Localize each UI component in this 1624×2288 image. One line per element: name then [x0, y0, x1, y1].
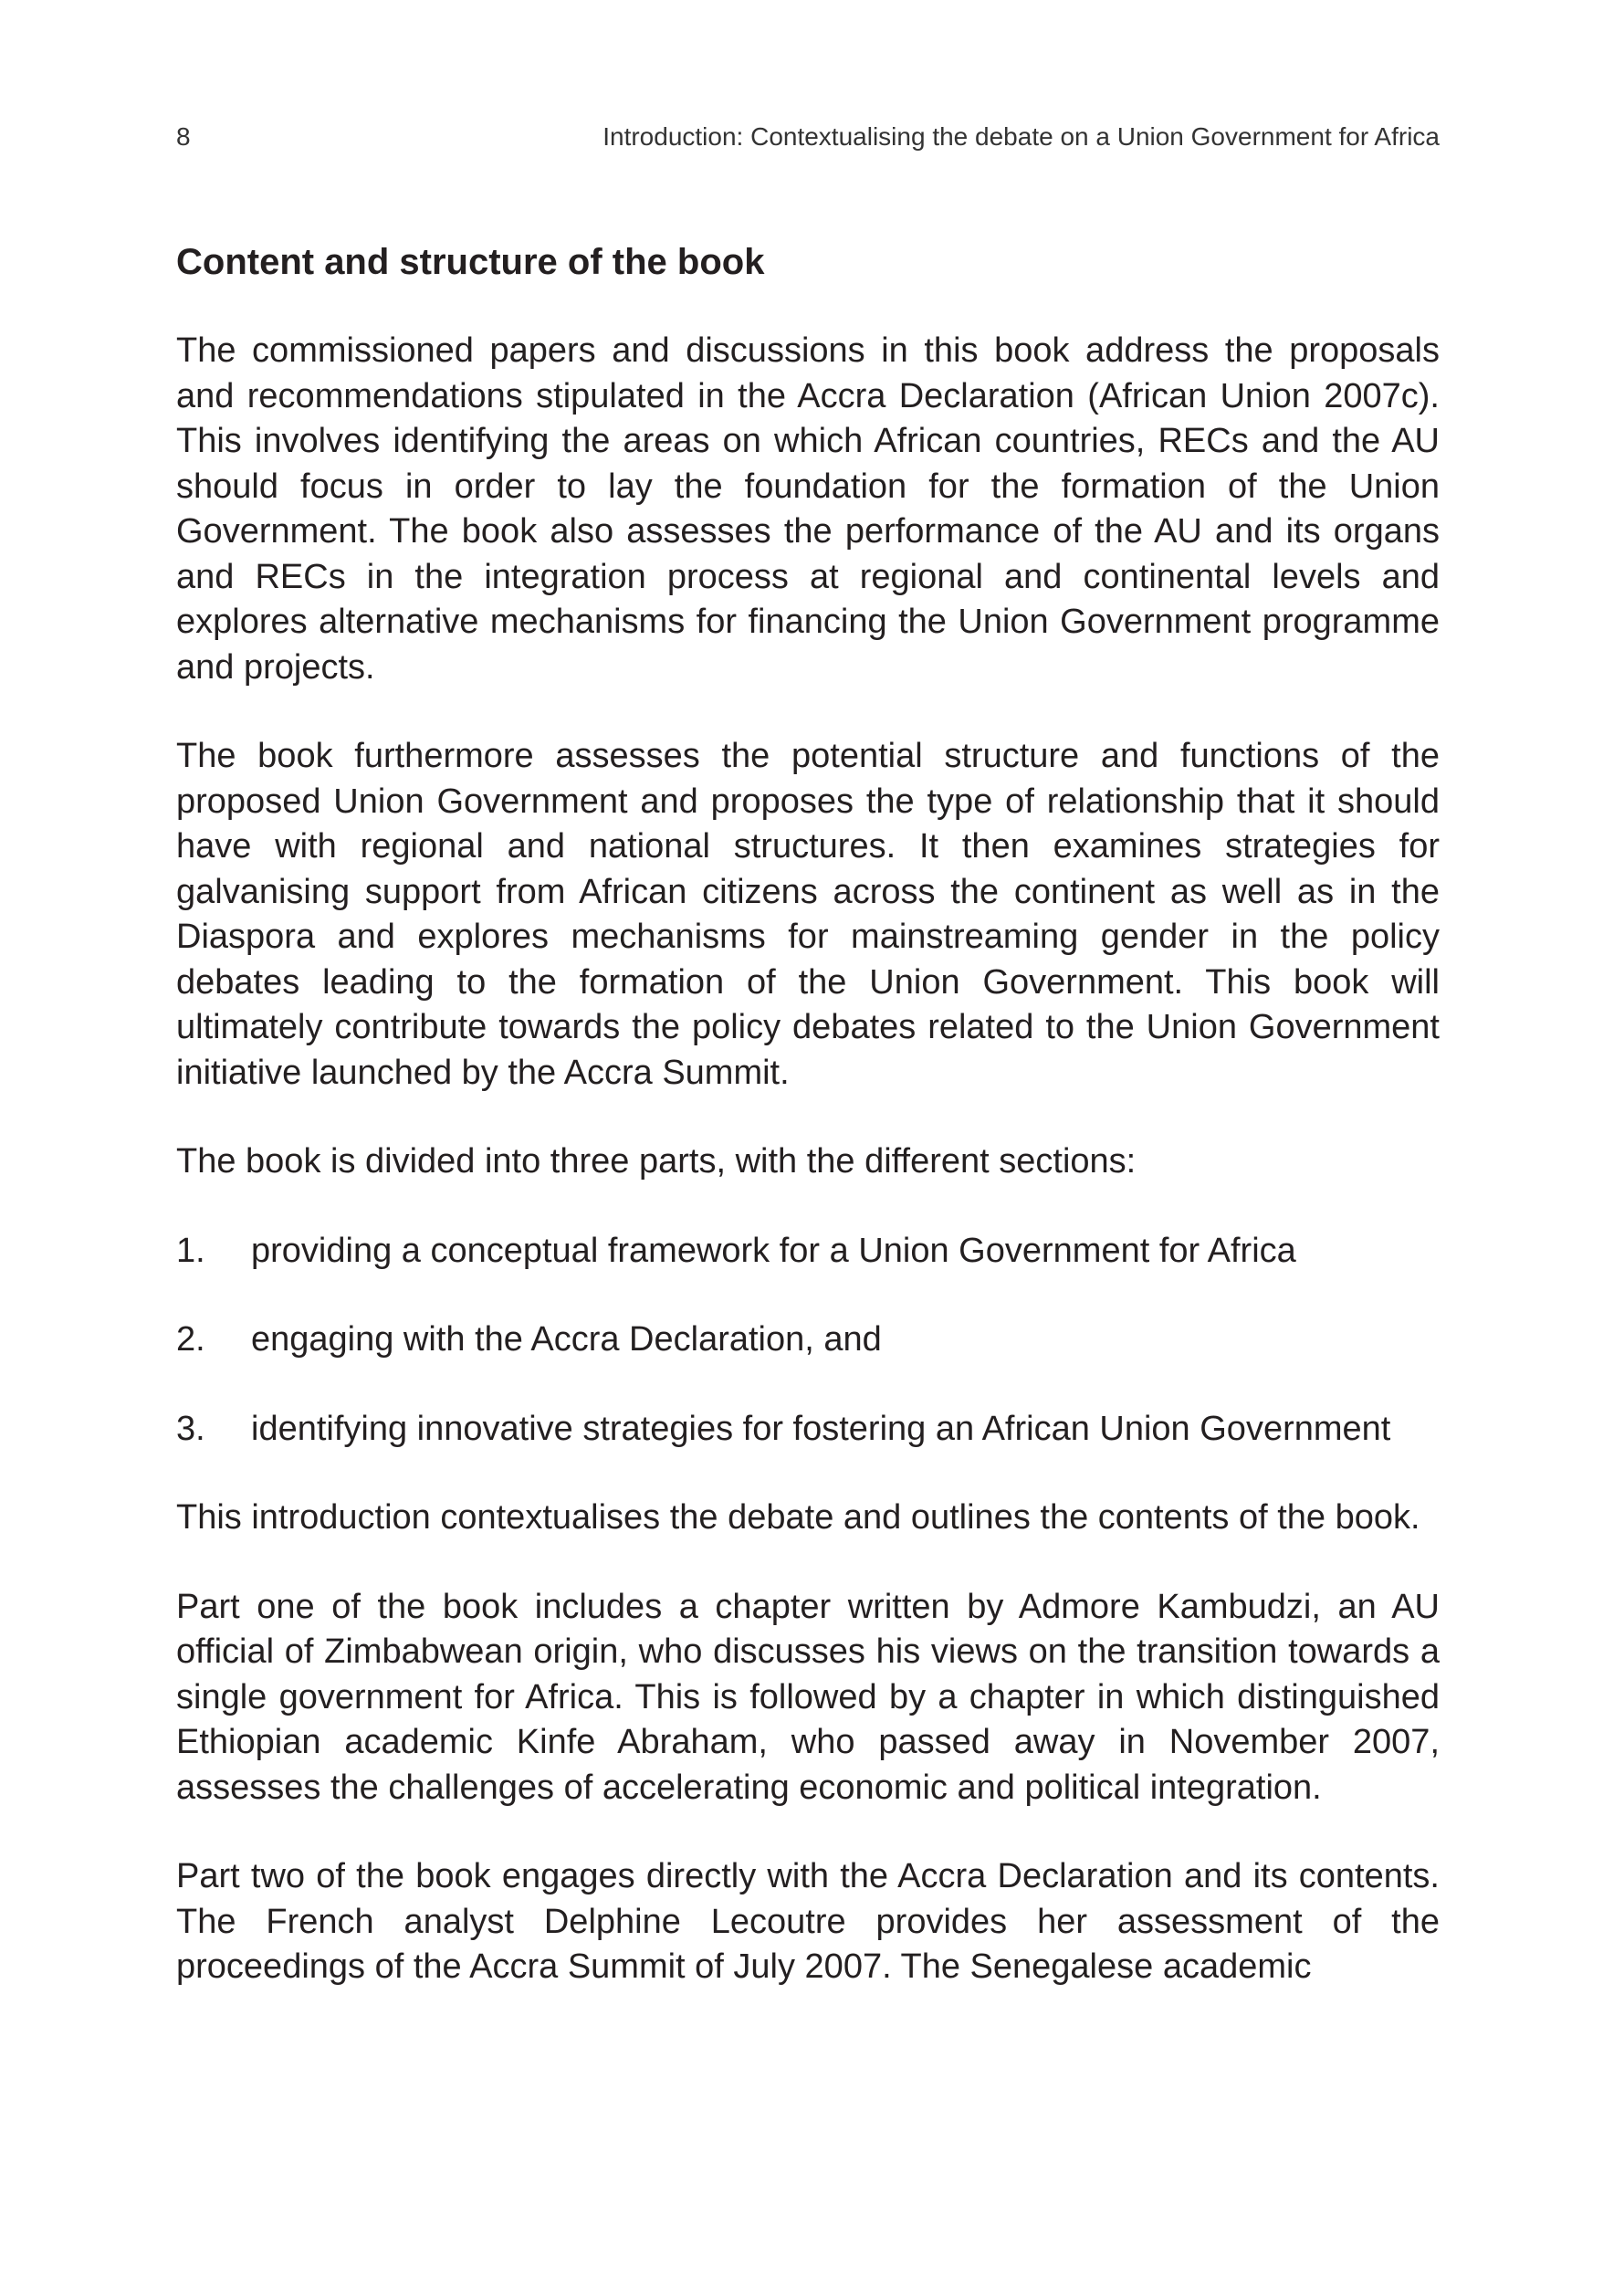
running-header — [176, 119, 1440, 155]
list-item-text: engaging with the Accra Declaration, and — [251, 1320, 882, 1359]
paragraph: The book furthermore assesses the potential structure and functions of the proposed Union Government and proposes the type of relationship that it should have with regional and national structures. It then examines strategies for galvanising support from African citizens across the continent as well as in the Diaspora and explores mechanisms for mainstreaming gender in the policy debates leading to the formation of the Union Government. This book will ultimately contribute towards the policy debates related to the Union Government initiative launched by the Accra Summit. — [176, 737, 1440, 1092]
list-number: 1. — [176, 1231, 205, 1270]
list-number: 2. — [176, 1320, 205, 1359]
parts-list — [176, 1229, 1440, 1453]
running-title: Introduction: Contextualising the debate on a Union Government for Africa — [602, 122, 1440, 151]
paragraph: Part two of the book engages directly with the Accra Declaration and its contents. The French analyst Delphine Lecoutre provides her assessment of the proceedings of the Accra Summit of July 2007. The Senegalese academic — [176, 1857, 1440, 1986]
list-item-text: providing a conceptual framework for a Union Government for Africa — [251, 1231, 1296, 1270]
body-text — [176, 239, 1440, 2034]
section-heading: Content and structure of the book — [176, 242, 765, 282]
paragraph: This introduction contextualises the debate and outlines the contents of the book. — [176, 1498, 1420, 1537]
list-item-text: identifying innovative strategies for fostering an African Union Government — [251, 1409, 1391, 1448]
list-item — [176, 1317, 1440, 1363]
paragraph: The commissioned papers and discussions in this book address the proposals and recommendations stipulated in the Accra Declaration (African Union 2007c). This involves identifying the areas on which African countries, RECs and the AU should focus in order to lay the foundation for the formation of the Union Government. The book also assesses the performance of the AU and its organs and RECs in the integration process at regional and continental levels and explores alternative mechanisms for financing the Union Government programme and projects. — [176, 331, 1440, 687]
paragraph: Part one of the book includes a chapter written by Admore Kambudzi, an AU official of Zimbabwean origin, who discusses his views on the transition towards a single government for Africa. This is followed by a chapter in which distinguished Ethiopian academic Kinfe Abraham, who passed away in November 2007, assesses the challenges of accelerating economic and political integration. — [176, 1587, 1440, 1807]
list-item — [176, 1407, 1440, 1453]
list-number: 3. — [176, 1409, 205, 1448]
paragraph: The book is divided into three parts, with the different sections: — [176, 1142, 1137, 1181]
page-number: 8 — [176, 122, 191, 151]
list-item — [176, 1229, 1440, 1275]
